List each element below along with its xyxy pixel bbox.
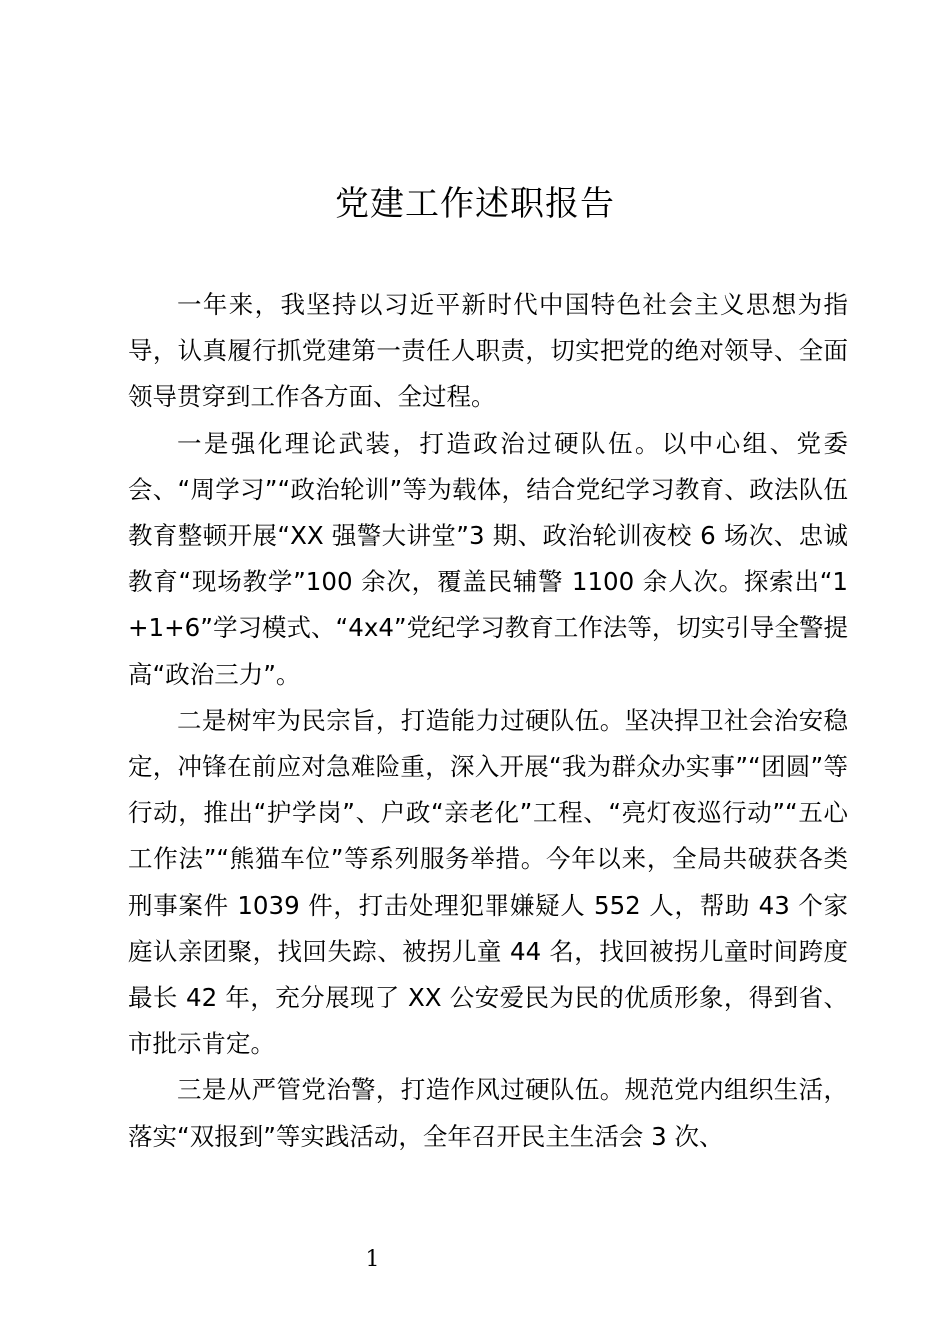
document-body: [128, 282, 848, 1160]
paragraph-intro: 一年来，我坚持以习近平新时代中国特色社会主义思想为指导，认真履行抓党建第一责任人职责，切实把党的绝对领导、全面领导贯穿到工作各方面、全过程。: [128, 290, 848, 412]
paragraph-service: 二是树牢为民宗旨，打造能力过硬队伍。坚决捍卫社会治安稳定，冲锋在前应对急难险重，深入开展“我为群众办实事”“团圆”等行动，推出“护学岗”、户政“亲老化”工程、“亮灯夜巡行动”“五心工作法”“熊猫车位”等系列服务举措。今年以来，全局共破获各类刑事案件 1039 件，打击处理犯罪嫌疑人 552 人，帮助 43 个家庭认亲团聚，找回失踪、被拐儿童 44 名，找回被拐儿童时间跨度最长 42 年，充分展现了 XX 公安爱民为民的优质形象，得到省、市批示肯定。: [128, 705, 848, 1059]
page-number: 1: [365, 1247, 380, 1272]
paragraph-theory: 一是强化理论武装，打造政治过硬队伍。以中心组、党委会、“周学习”“政治轮训”等为载体，结合党纪学习教育、政法队伍教育整顿开展“XX 强警大讲堂”3 期、政治轮训夜校 6 场次、忠诚教育“现场教学”100 余次，覆盖民辅警 1100 余人次。探索出“1+1+6”学习模式、“4x4”党纪学习教育工作法等，切实引导全警提高“政治三力”。: [128, 428, 848, 689]
document-title: 党建工作述职报告: [335, 184, 615, 224]
paragraph-discipline: 三是从严管党治警，打造作风过硬队伍。规范党内组织生活，落实“双报到”等实践活动，全年召开民主生活会 3 次、: [128, 1075, 848, 1151]
